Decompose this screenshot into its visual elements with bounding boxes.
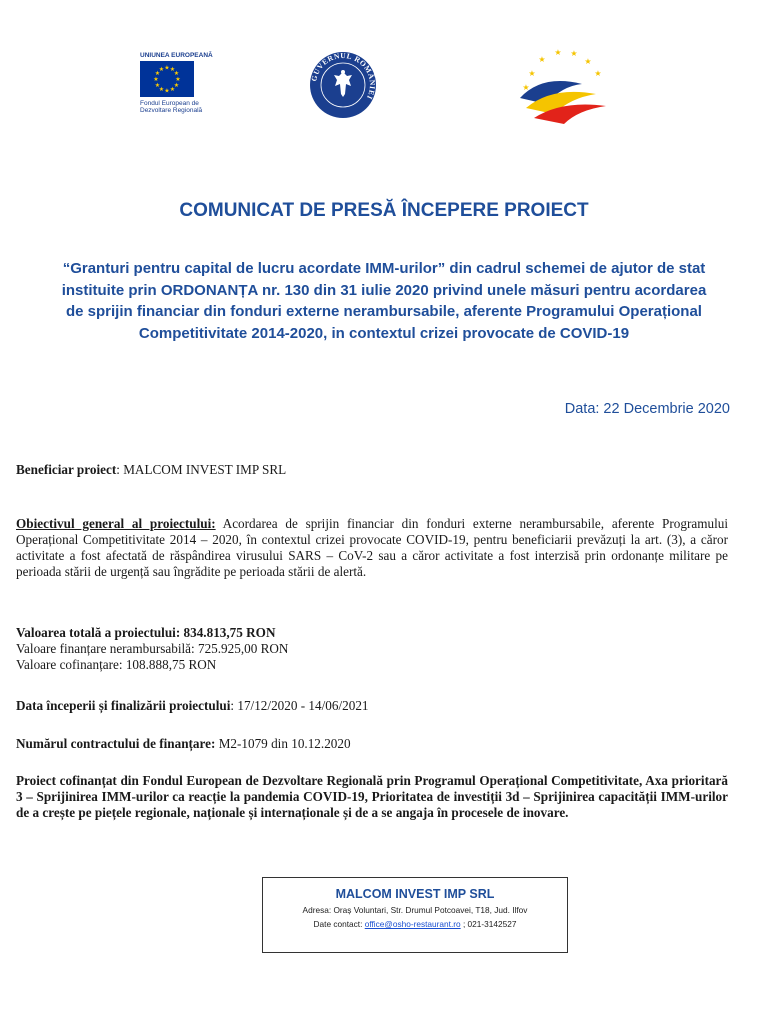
eu-logo — [140, 52, 220, 114]
contact-company: MALCOM INVEST IMP SRL — [335, 887, 495, 901]
beneficiary-value: : MALCOM INVEST IMP SRL — [116, 462, 287, 477]
objective-text: Acordarea de sprijin financiar din fonduri externe nerambursabile, aferente Programului Operațional Competitivitate 2014 – 2020, în contextul crizei provocate COVID-19, pentru beneficiarii prevăzuți la art. (3), a căror activitate a fost afectată de răspândirea virusului SARS – CoV-2 sau a căror activitate a fost interzisă prin ordonanțe militare pe perioada stării de urgență sau îngrădite pe perioada stării de alertă. — [16, 516, 728, 579]
beneficiary-paragraph — [16, 462, 728, 478]
press-release-date: Data: 22 Decembrie 2020 — [564, 401, 730, 417]
project-title: “Granturi pentru capital de lucru acordate IMM-urilor” din cadrul schemei de ajutor de stat instituite prin ORDONANȚA nr. 130 din 31 iulie 2020 privind unele măsuri pentru acordarea de sprijin financiar din fonduri externe nerambursabile, aferente Programului Operațional Competitivitate 2014-2020, in contextul crizei provocate de COVID-19 — [61, 260, 707, 342]
svg-text:★: ★ — [158, 66, 165, 73]
svg-text:★: ★ — [164, 64, 170, 72]
eu-stars-icon — [140, 61, 194, 97]
contact-address: Adresa: Oraș Voluntari, Str. Drumul Potcoavei, T18, Jud. Ilfov — [302, 905, 528, 915]
nonrefundable-value: Valoare finanțare nerambursabilă: 725.925,00 RON — [16, 641, 289, 656]
cofinancing-statement: Proiect cofinanțat din Fondul European de Dezvoltare Regională prin Programul Operațional Competitivitate, Axa prioritară 3 – Sprijinirea IMM-urilor ca reacție la pandemia COVID-19, Prioritatea de investiții 3d – Sprijinirea capacității IMM-urilor de a crește pe piețele regionale, naționale și internaționale și de a se angaja în procesele de inovare. — [16, 773, 728, 820]
objective-label: Obiectivul general al proiectului: — [16, 516, 216, 531]
svg-text:★: ★ — [594, 69, 602, 78]
government-seal-icon — [308, 50, 378, 120]
project-dates-value: : 17/12/2020 - 14/06/2021 — [230, 698, 369, 713]
eu-logo-caption: Fondul European de Dezvoltare Regională — [140, 100, 203, 114]
svg-text:★: ★ — [522, 83, 530, 92]
project-values — [16, 625, 728, 673]
svg-text:★: ★ — [528, 69, 536, 78]
page-title: COMUNICAT DE PRESĂ ÎNCEPERE PROIECT — [179, 200, 589, 221]
total-value: Valoarea totală a proiectului: 834.813,75 RON — [16, 625, 276, 640]
svg-text:★: ★ — [153, 76, 159, 83]
eu-flag-icon — [140, 61, 194, 97]
svg-text:★: ★ — [154, 82, 161, 89]
svg-text:★: ★ — [554, 48, 562, 57]
contract-number-label: Numărul contractului de finanțare: — [16, 736, 216, 751]
government-seal-text: GUVERNUL ROMÂNIEI — [309, 50, 378, 102]
program-logo-icon — [512, 46, 610, 130]
contact-box — [262, 877, 568, 953]
svg-text:★: ★ — [584, 57, 592, 66]
svg-text:★: ★ — [164, 87, 170, 95]
contract-number — [16, 736, 728, 752]
svg-text:★: ★ — [169, 66, 176, 73]
svg-text:★: ★ — [173, 70, 180, 77]
contact-email-link[interactable]: office@osho-restaurant.ro — [364, 919, 461, 929]
svg-text:★: ★ — [175, 76, 181, 83]
svg-text:★: ★ — [570, 49, 578, 58]
svg-text:★: ★ — [154, 70, 161, 77]
objective-paragraph — [16, 516, 728, 580]
contract-number-value: M2-1079 din 10.12.2020 — [215, 736, 351, 751]
svg-text:★: ★ — [173, 82, 180, 89]
svg-text:★: ★ — [158, 86, 165, 93]
svg-text:★: ★ — [169, 86, 176, 93]
svg-text:★: ★ — [538, 55, 546, 64]
project-dates-label: Data începerii și finalizării proiectului — [16, 698, 231, 713]
project-dates — [16, 698, 728, 714]
eu-logo-title: UNIUNEA EUROPEANĂ — [140, 52, 213, 59]
beneficiary-label: Beneficiar proiect — [16, 462, 117, 477]
contact-details: Date contact: office@osho-restaurant.ro ; 021-3142527 — [313, 919, 517, 929]
cofinancing-value: Valoare cofinanțare: 108.888,75 RON — [16, 657, 217, 672]
